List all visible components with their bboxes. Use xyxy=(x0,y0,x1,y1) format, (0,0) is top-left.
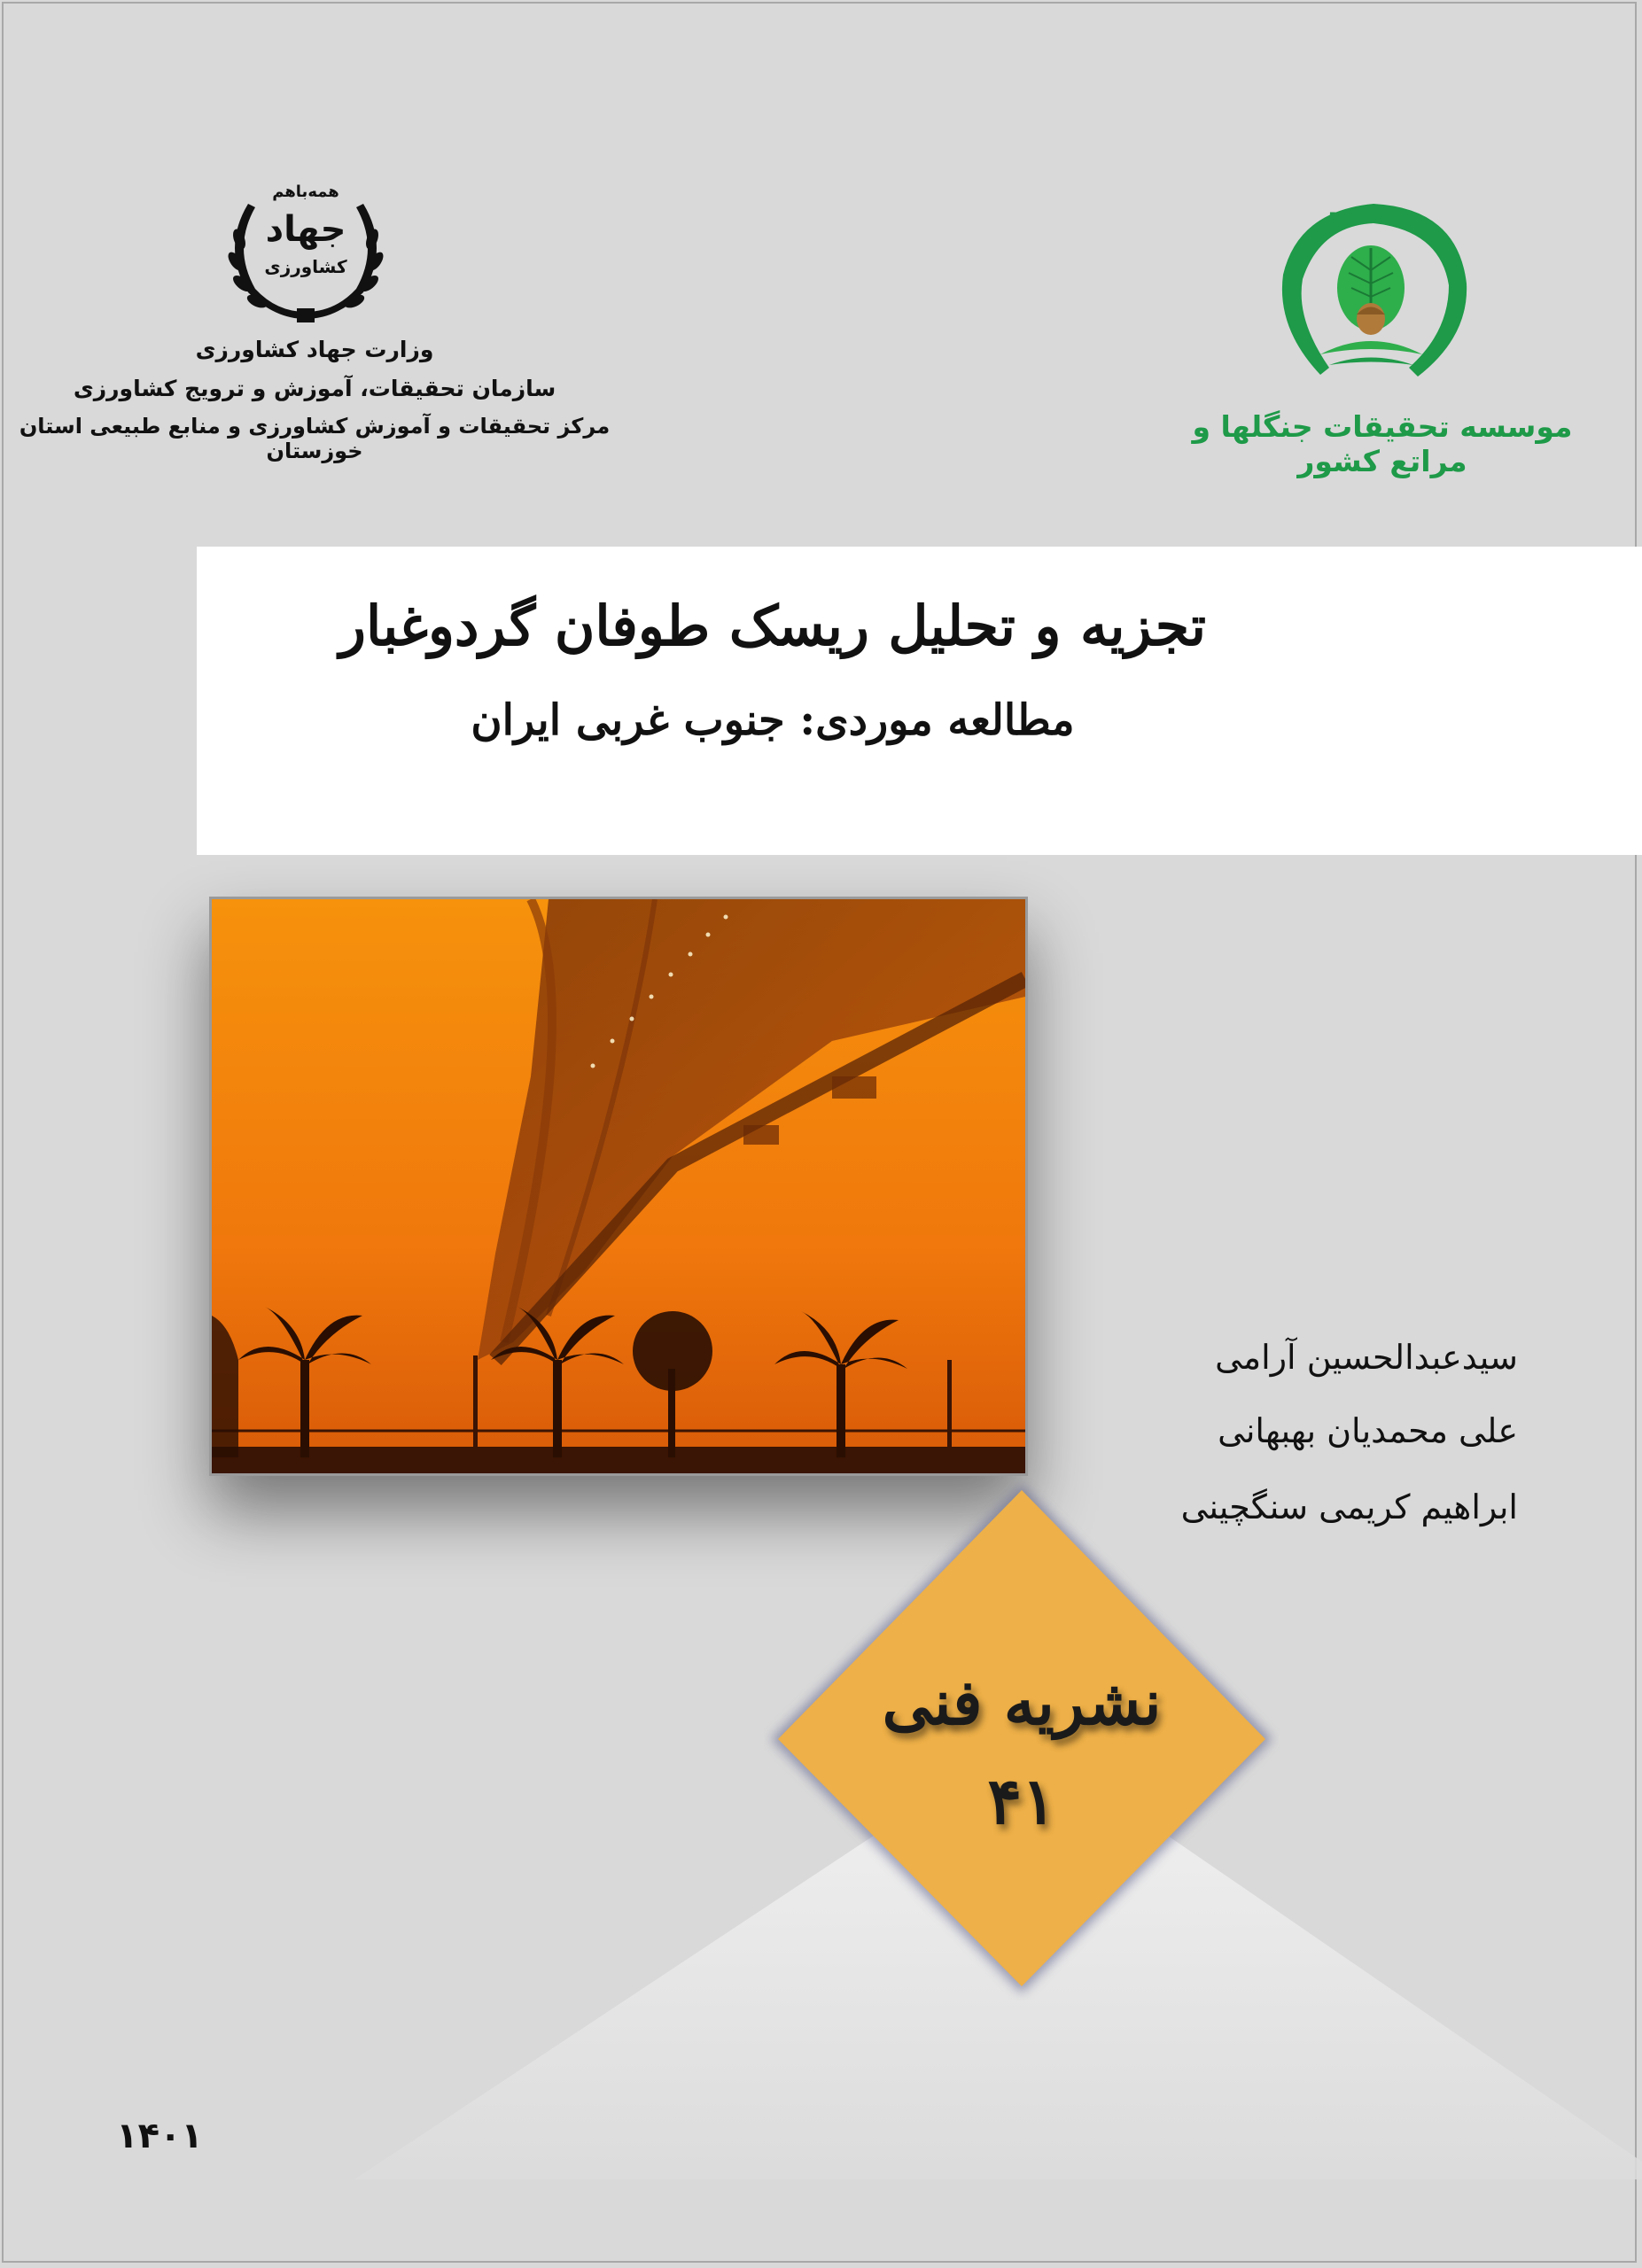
institute-name: موسسه تحقیقات جنگلها و مراتع کشور xyxy=(1192,409,1573,478)
author-name: ابراهیم کریمی سنگچینی xyxy=(1180,1487,1518,1526)
ministry-name: وزارت جهاد کشاورزی xyxy=(195,337,434,362)
series-diamond xyxy=(764,1478,1280,2000)
author-name: علی محمدیان بهبهانی xyxy=(1218,1411,1518,1450)
dust-storm-bridge-photo xyxy=(212,899,1025,1473)
book-title: تجزیه و تحلیل ریسک طوفان گردوغبار xyxy=(339,594,1206,658)
series-number: ۴۱ xyxy=(987,1763,1056,1838)
institute-logo xyxy=(1267,186,1480,399)
author-name: سیدعبدالحسین آرامی xyxy=(1215,1338,1518,1377)
organization-name: سازمان تحقیقات، آموزش و ترویج کشاورزی xyxy=(73,376,556,401)
ministry-logo xyxy=(213,151,399,328)
publication-year: ۱۴۰۱ xyxy=(116,2116,203,2156)
institute-logo-abbrev: R.I.F.R xyxy=(1328,210,1383,228)
research-center-name: مرکز تحقیقات و آموزش کشاورزی و منابع طبیعی استان خوزستان xyxy=(19,414,611,463)
cover-photo xyxy=(209,897,1028,1476)
series-label: نشریه فنی xyxy=(882,1666,1162,1739)
ministry-logo-word: جهاد xyxy=(265,209,346,250)
ministry-logo-bottom-word: کشاورزی xyxy=(264,256,347,277)
ministry-logo-top-text: همه‌باهم xyxy=(272,183,339,201)
book-subtitle: مطالعه موردی: جنوب غربی ایران xyxy=(471,695,1075,745)
